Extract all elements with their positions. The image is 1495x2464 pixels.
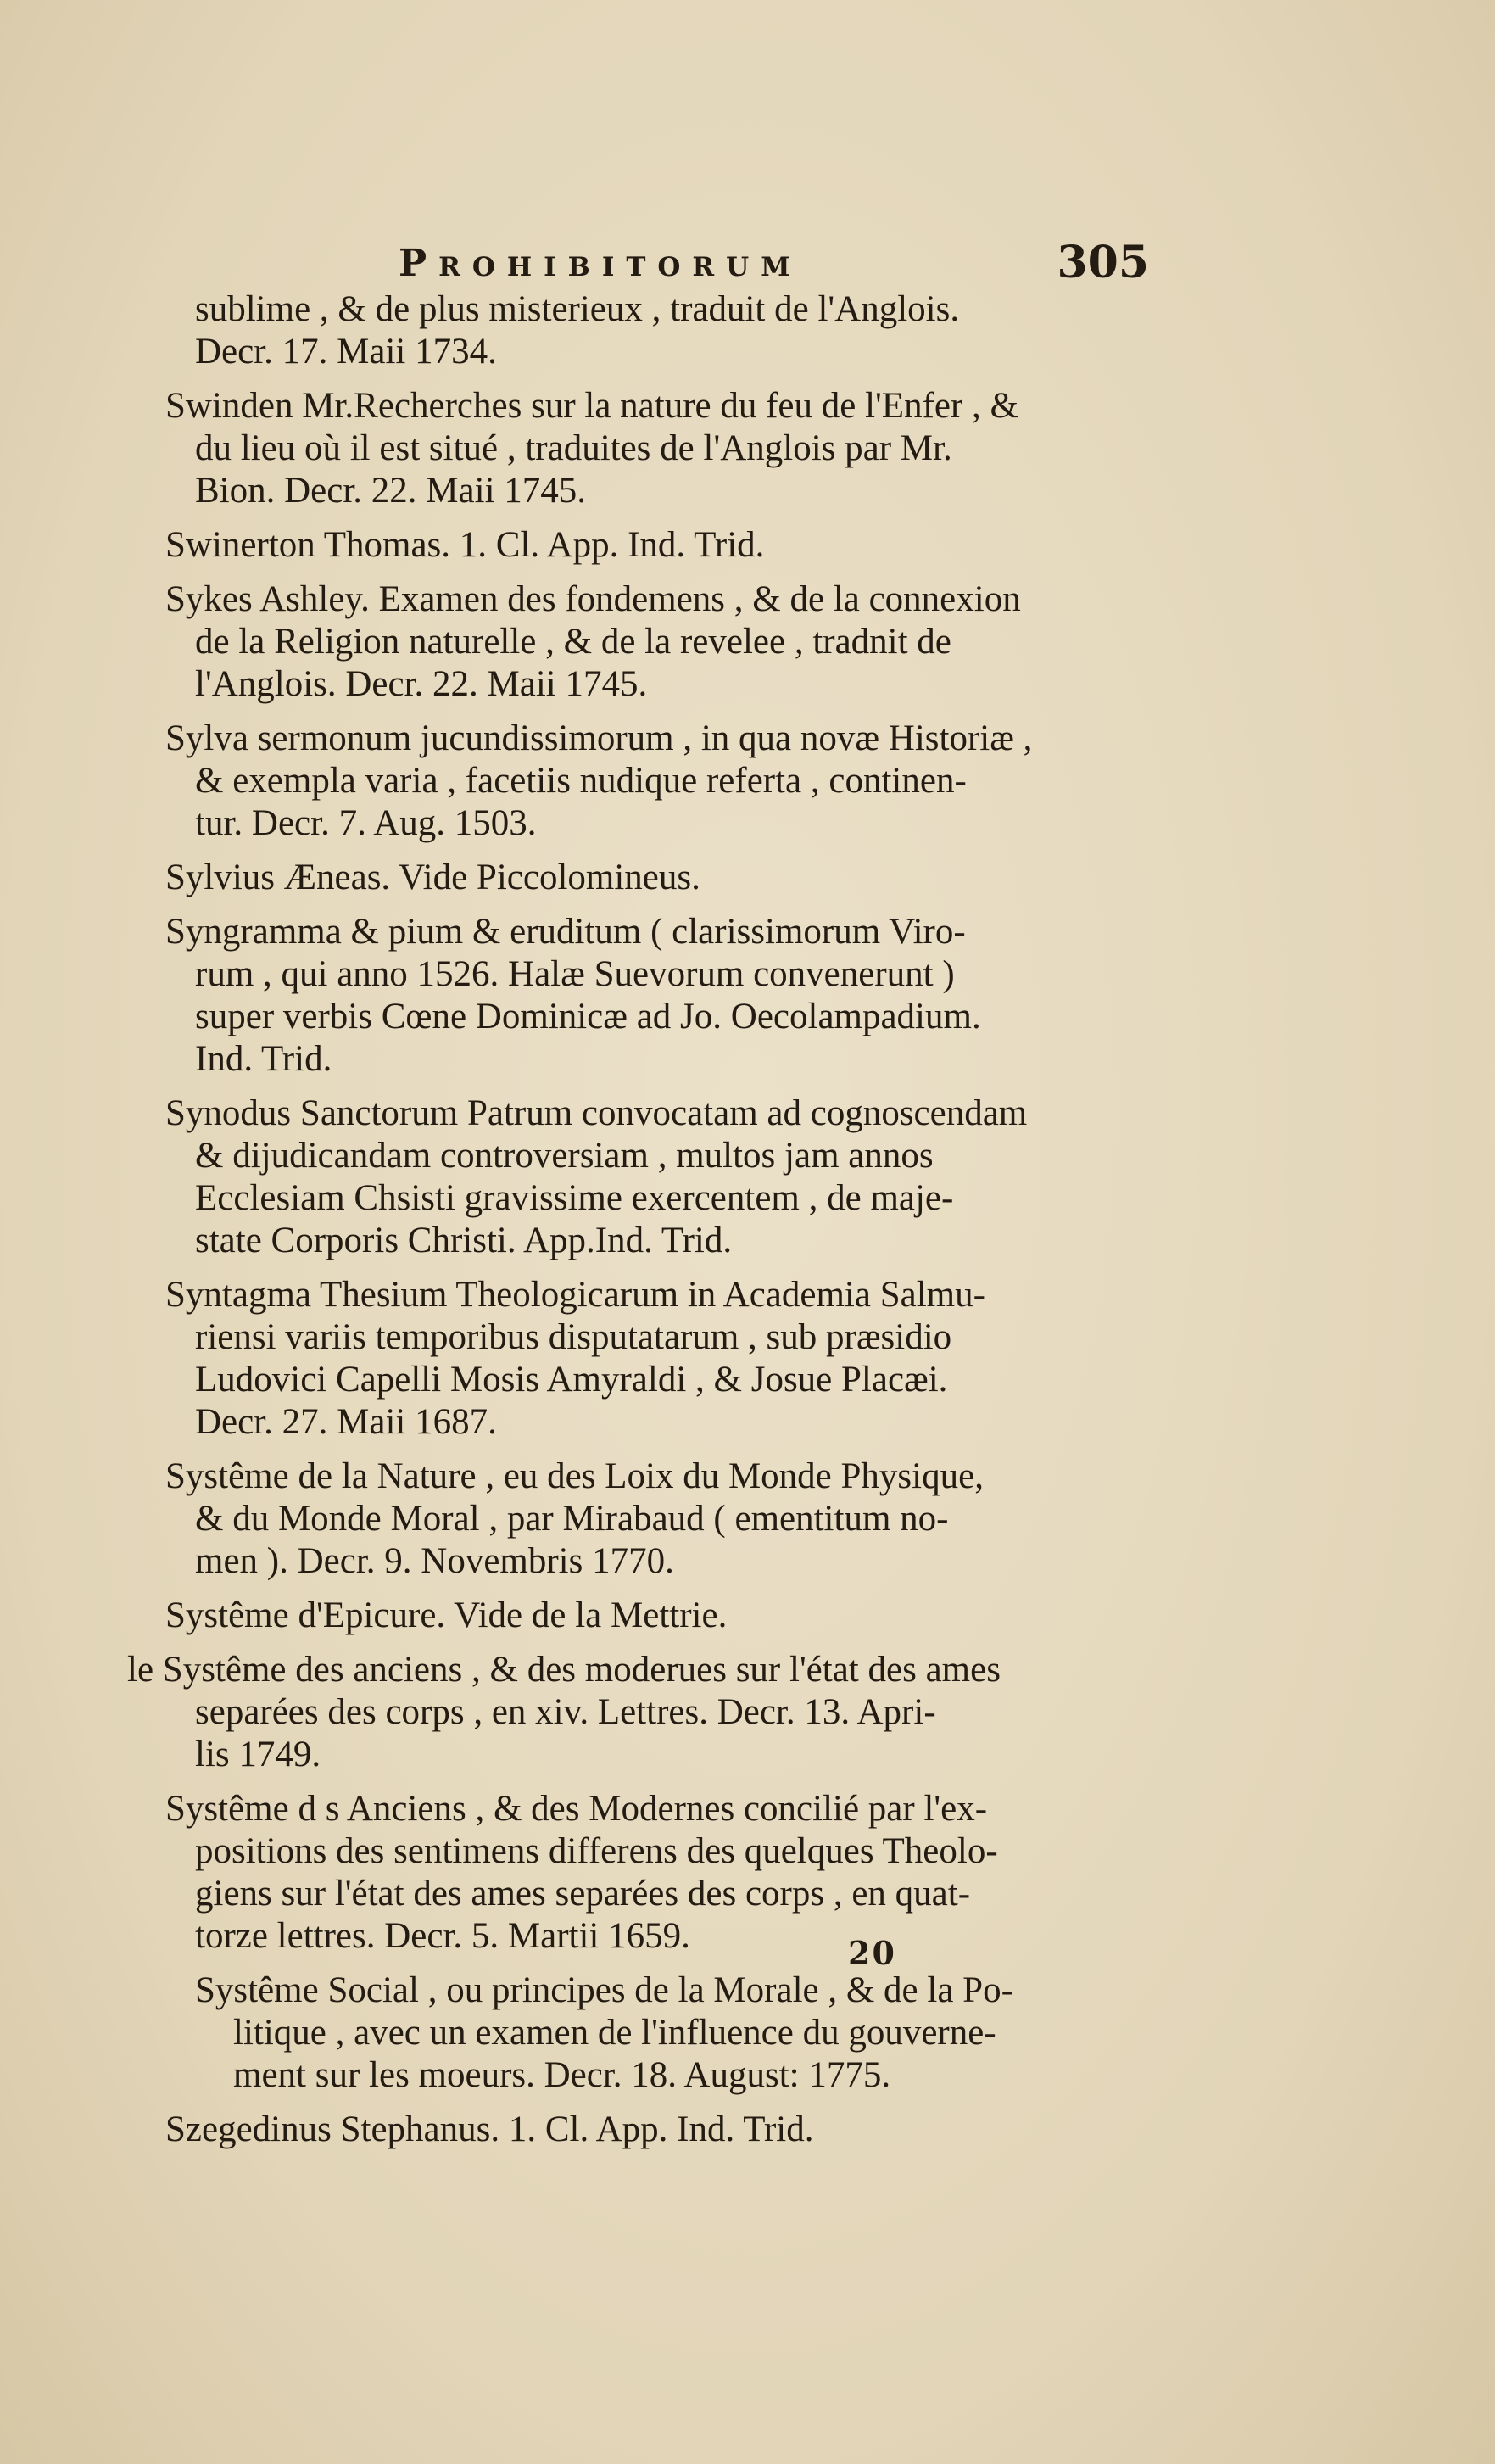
entry-line: Systême d s Anciens , & des Modernes concilié par l'ex- [165,1789,988,1829]
entry-line: Systême de la Nature , eu des Loix du Monde Physique, [165,1456,984,1496]
entry-line: giens sur l'état des ames separées des corps , en quat- [195,1874,971,1914]
index-entry [127,524,1162,567]
index-entry [127,1092,1162,1262]
entry-line: Syntagma Thesium Theologicarum in Academia Salmu- [165,1275,985,1315]
signature-mark: 20 [848,1934,896,1972]
entry-line: Ind. Trid. [195,1039,332,1079]
index-entry [127,1788,1162,1958]
entry-line: Systême Social , ou principes de la Morale , & de la Po- [195,1970,1013,2010]
running-head: Prohibitorum [399,242,802,285]
entry-line: Swinerton Thomas. 1. Cl. App. Ind. Trid. [165,525,765,565]
entry-line: ment sur les moeurs. Decr. 18. August: 1775. [233,2055,891,2095]
entry-line: le Systême des anciens , & des moderues sur l'état des ames [127,1650,1001,1690]
index-entry [127,857,1162,899]
entry-line: l'Anglois. Decr. 22. Maii 1745. [195,664,648,704]
index-entry [127,1970,1162,2097]
page-header [399,237,1149,293]
index-entry [127,1455,1162,1583]
entry-line: super verbis Cœne Dominicæ ad Jo. Oecolampadium. [195,997,981,1036]
entry-line: separées des corps , en xiv. Lettres. Decr. 13. Apri- [195,1692,936,1732]
index-entry [127,911,1162,1081]
entry-line: Ecclesiam Chsisti gravissime exercentem , de maje- [195,1178,954,1218]
entry-line: du lieu où il est situé , traduites de l'Anglois par Mr. [195,428,952,468]
entry-line: & du Monde Moral , par Mirabaud ( ementitum no- [195,1499,949,1539]
index-entry [127,1649,1162,1776]
entry-line: riensi variis temporibus disputatarum , sub præsidio [195,1317,952,1357]
entry-line: rum , qui anno 1526. Halæ Suevorum convenerunt ) [195,954,955,994]
entry-line: Ludovici Capelli Mosis Amyraldi , & Josue Placæi. [195,1360,948,1400]
index-entry [127,2109,1162,2151]
entry-line: litique , avec un examen de l'influence du gouverne- [233,2013,996,2053]
entry-line: Decr. 27. Maii 1687. [195,1402,497,1442]
index-entries [127,288,1162,2151]
entry-line: Sykes Ashley. Examen des fondemens , & de la connexion [165,579,1021,619]
index-entry [127,385,1162,512]
entry-line: Syngramma & pium & eruditum ( clarissimorum Viro- [165,912,966,952]
entry-line: & exempla varia , facetiis nudique referta , continen- [195,761,967,801]
entry-line: Systême d'Epicure. Vide de la Mettrie. [165,1595,728,1635]
entry-line: lis 1749. [195,1735,321,1774]
entry-line: & dijudicandam controversiam , multos jam annos [195,1136,934,1176]
index-entry [127,1595,1162,1637]
entry-line: Synodus Sanctorum Patrum convocatam ad cognoscendam [165,1093,1028,1133]
index-entry [127,718,1162,845]
page-number: 305 [1057,237,1149,288]
entry-line: sublime , & de plus misterieux , traduit de l'Anglois. [195,289,960,329]
entry-line: Szegedinus Stephanus. 1. Cl. App. Ind. Trid. [165,2109,814,2149]
index-entry [127,578,1162,706]
entry-line: Decr. 17. Maii 1734. [195,332,497,372]
entry-line: state Corporis Christi. App.Ind. Trid. [195,1221,733,1260]
entry-line: tur. Decr. 7. Aug. 1503. [195,803,537,843]
entry-line: torze lettres. Decr. 5. Martii 1659. [195,1916,690,1956]
entry-line: Bion. Decr. 22. Maii 1745. [195,471,587,511]
index-entry [127,288,1162,373]
entry-line: men ). Decr. 9. Novembris 1770. [195,1541,674,1581]
entry-line: Sylva sermonum jucundissimorum , in qua novæ Historiæ , [165,718,1033,758]
entry-line: positions des sentimens differens des quelques Theolo- [195,1831,998,1871]
entry-line: Sylvius Æneas. Vide Piccolomineus. [165,858,700,897]
entry-line: de la Religion naturelle , & de la revelee , tradnit de [195,622,951,662]
entry-line: Swinden Mr.Recherches sur la nature du feu de l'Enfer , & [165,386,1018,426]
index-entry [127,1274,1162,1444]
